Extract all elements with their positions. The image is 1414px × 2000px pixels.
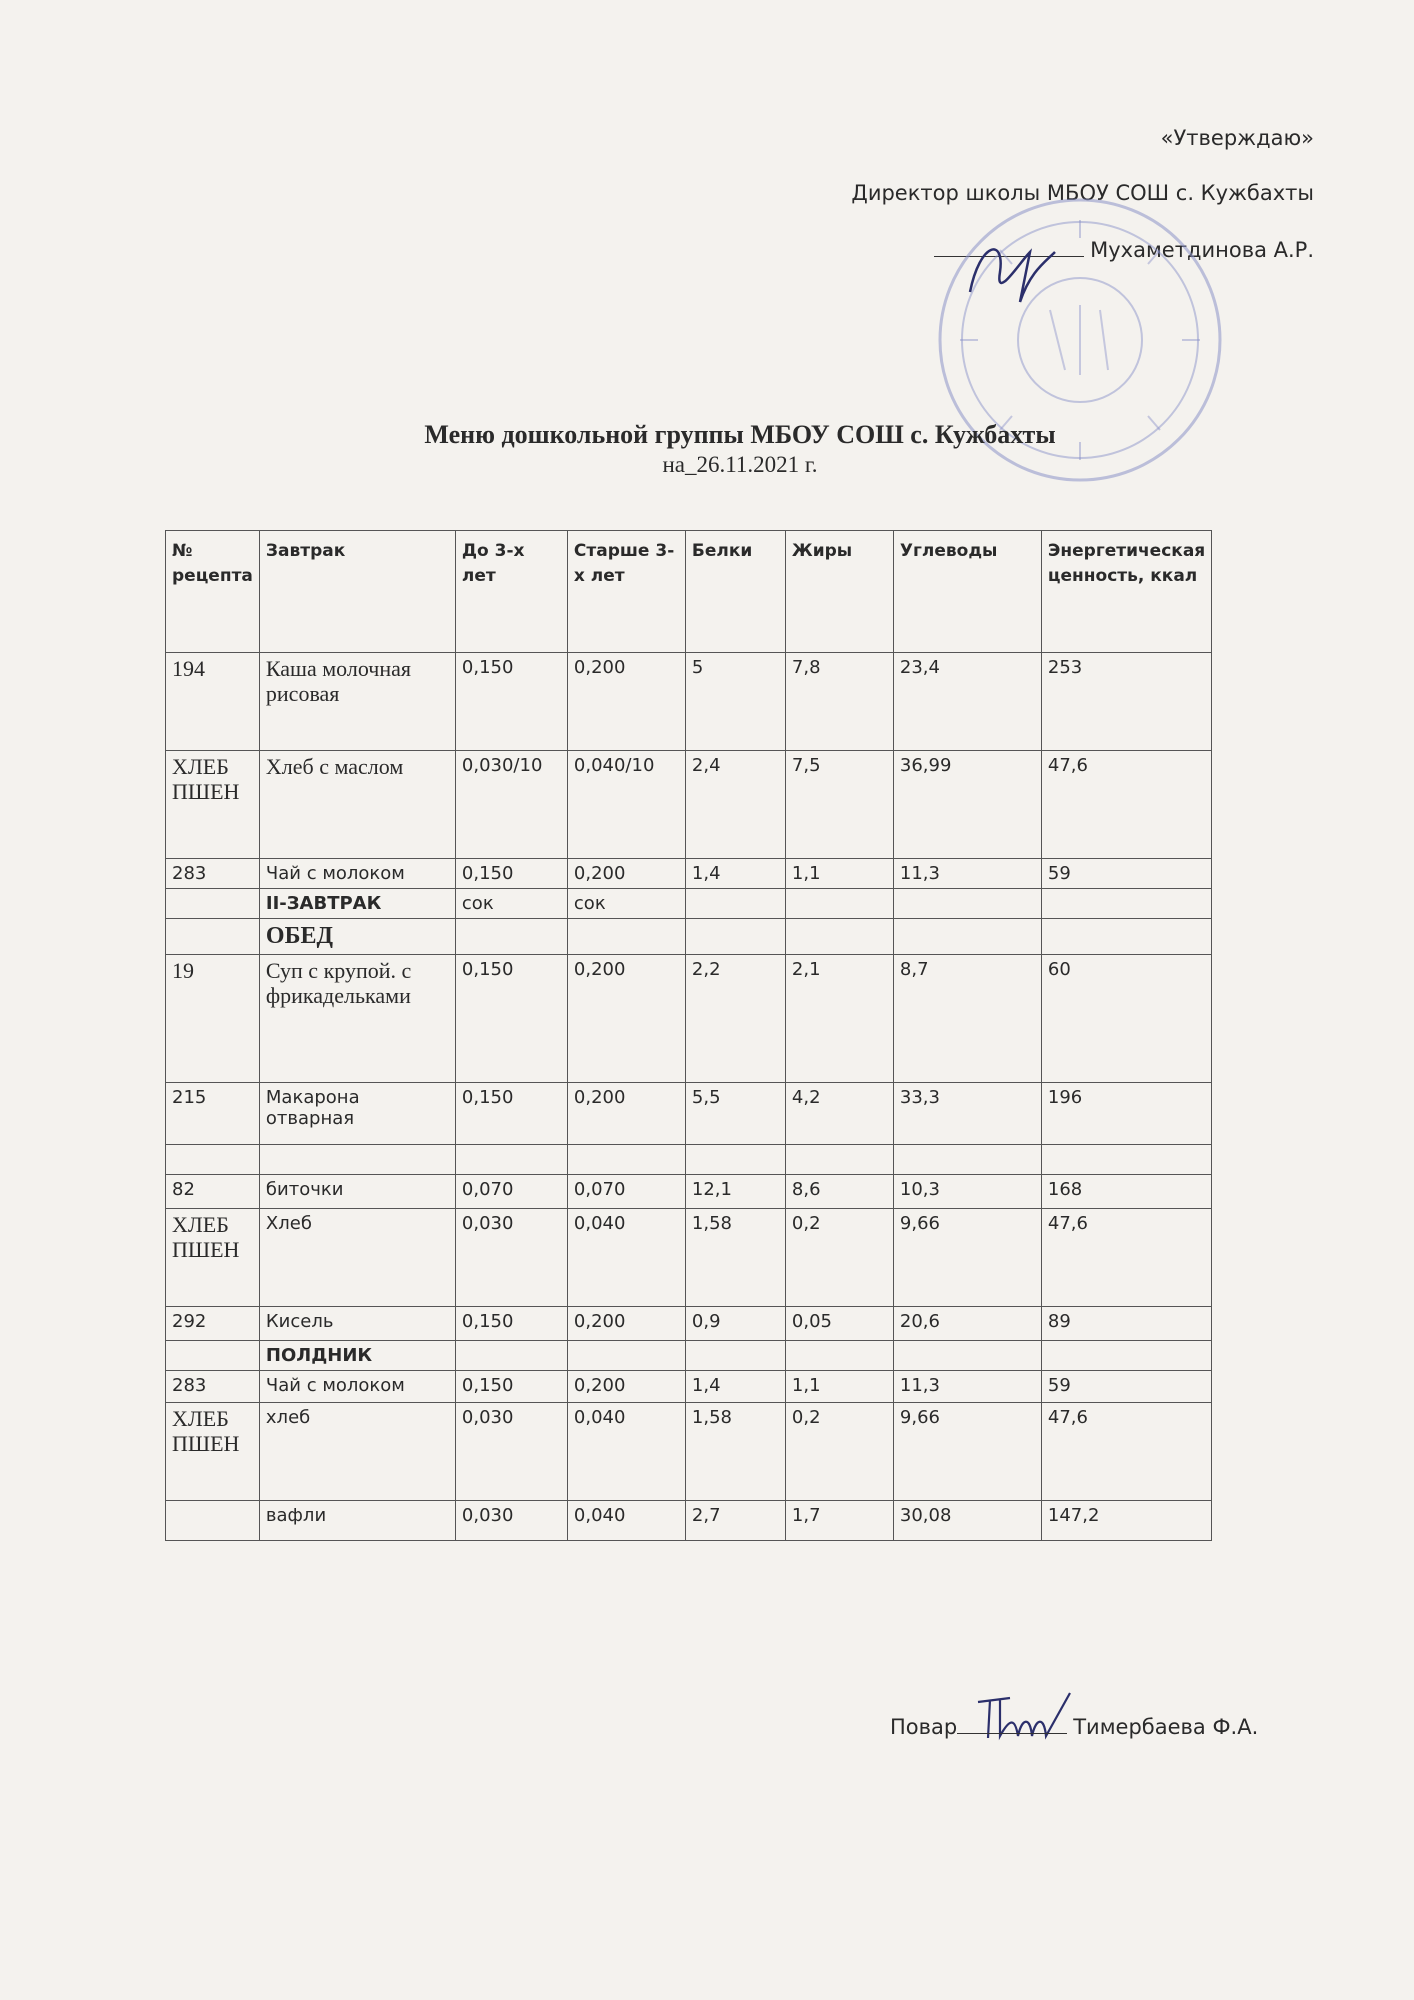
table-row-section (166, 1341, 1212, 1371)
col-energy: Энергетическая ценность, ккал (1041, 531, 1211, 653)
table-row: вафли 0,030 0,040 2,7 1,7 30,08 147,2 (166, 1501, 1212, 1541)
menu-date: на_26.11.2021 г. (662, 452, 818, 477)
table-row: ХЛЕБ ПШЕН Хлеб 0,030 0,040 1,58 0,2 9,66 47,6 (166, 1209, 1212, 1307)
col-breakfast: Завтрак (259, 531, 455, 653)
director-line: Директор школы МБОУ СОШ с. Кужбахты (851, 181, 1314, 205)
table-row: 283 Чай с молоком 0,150 0,200 1,4 1,1 11,3 59 (166, 1371, 1212, 1403)
col-under-3: До 3-х лет (455, 531, 567, 653)
table-row: 82 биточки 0,070 0,070 12,1 8,6 10,3 168 (166, 1175, 1212, 1209)
page-title: Меню дошкольной группы МБОУ СОШ с. Кужбахты (424, 420, 1056, 449)
table-row: ХЛЕБ ПШЕН Хлеб с маслом 0,030/10 0,040/10 2,4 7,5 36,99 47,6 (166, 751, 1212, 859)
director-name: Мухаметдинова А.Р. (1090, 238, 1314, 262)
table-row-section (166, 919, 1212, 955)
col-recipe-no: № рецепта (166, 531, 260, 653)
menu-table (165, 530, 1212, 1541)
table-row: 283 Чай с молоком 0,150 0,200 1,4 1,1 11,3 59 (166, 859, 1212, 889)
approve-label: «Утверждаю» (1160, 126, 1314, 150)
table-header-row (166, 531, 1212, 653)
section-second-breakfast: II-ЗАВТРАК (259, 889, 455, 919)
table-row: 194 Каша молочная рисовая 0,150 0,200 5 7,8 23,4 253 (166, 653, 1212, 751)
cook-label: Повар (890, 1715, 958, 1739)
table-row-section: II-ЗАВТРАК сок сок (166, 889, 1212, 919)
section-afternoon-snack: ПОЛДНИК (259, 1341, 455, 1371)
cook-signature-underline (957, 1715, 1067, 1734)
cook-signature-block (890, 1715, 1258, 1739)
table-row: 19 Суп с крупой. с фрикадельками 0,150 0,200 2,2 2,1 8,7 60 (166, 955, 1212, 1083)
table-row: 292 Кисель 0,150 0,200 0,9 0,05 20,6 89 (166, 1307, 1212, 1341)
col-over-3: Старше 3-х лет (567, 531, 685, 653)
col-carbs: Углеводы (893, 531, 1041, 653)
cook-name: Тимербаева Ф.А. (1073, 1715, 1259, 1739)
table-row: 215 Макарона отварная 0,150 0,200 5,5 4,2 33,3 196 (166, 1083, 1212, 1145)
director-signature (960, 232, 1060, 312)
table-row: ХЛЕБ ПШЕН хлеб 0,030 0,040 1,58 0,2 9,66 47,6 (166, 1403, 1212, 1501)
menu-title-block (0, 420, 1414, 478)
table-row-empty (166, 1145, 1212, 1175)
section-lunch: ОБЕД (259, 919, 455, 955)
col-proteins: Белки (685, 531, 785, 653)
col-fats: Жиры (785, 531, 893, 653)
